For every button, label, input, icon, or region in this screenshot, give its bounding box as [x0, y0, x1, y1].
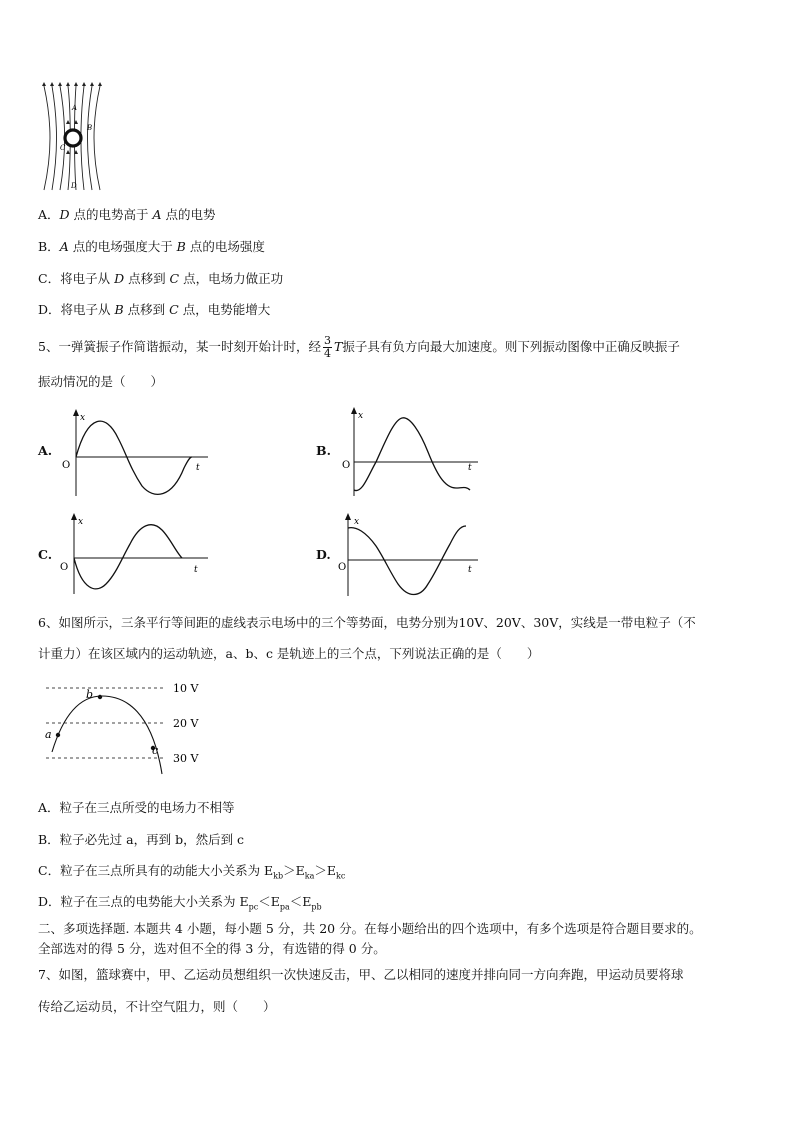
q5-graph-b[interactable]: [338, 406, 498, 498]
t-axis-label: t: [194, 565, 198, 575]
fraction: $\frac{3}{4}$: [323, 334, 331, 360]
t-axis-label: t: [468, 565, 472, 575]
t-axis-label: t: [468, 463, 472, 473]
q5-stem-line1: 5、一弹簧振子作简谐振动，某一时刻开始计时，经 $\frac{3}{4}$ T振子具有负方向最大加速度。则下列振动图像中正确反映振子: [38, 334, 680, 360]
q4-option-b[interactable]: B．A 点的电场强度大于 B 点的电场强度: [38, 239, 265, 254]
potential-10v-label: 10 V: [173, 682, 199, 695]
point-a-label: a: [45, 728, 52, 741]
q5-graph-d[interactable]: [336, 512, 496, 598]
electric-field-figure: [36, 82, 106, 194]
point-c-label: C: [60, 144, 66, 152]
point-d-label: D: [71, 182, 77, 190]
q6-option-a[interactable]: A．粒子在三点所受的电场力不相等: [38, 800, 235, 815]
q4-option-a[interactable]: A．D 点的电势高于 A 点的电势: [38, 207, 216, 222]
x-axis-label: x: [354, 517, 360, 527]
point-a-label: A: [72, 104, 78, 112]
point-b-label: B: [87, 124, 93, 132]
q4-option-d[interactable]: D．将电子从 B 点移到 C 点，电势能增大: [38, 302, 271, 317]
q5-option-d-label[interactable]: D.: [316, 547, 331, 562]
section2-heading-line1: 二、多项选择题. 本题共 4 小题，每小题 5 分，共 20 分。在每小题给出的四个选项中，有多个选项是符合题目要求的。: [38, 921, 702, 936]
q7-stem-line2: 传给乙运动员，不计空气阻力，则（ ）: [38, 999, 276, 1014]
q6-option-b[interactable]: B．粒子必先过 a，再到 b，然后到 c: [38, 832, 245, 847]
point-b-label: b: [86, 688, 94, 701]
origin-label: O: [338, 562, 347, 573]
x-axis-label: x: [80, 413, 86, 423]
origin-label: O: [342, 460, 351, 471]
q7-stem-line1: 7、如图，篮球赛中，甲、乙运动员想组织一次快速反击，甲、乙以相同的速度并排向同一方向奔跑，甲运动员要将球: [38, 967, 684, 982]
potential-20v-label: 20 V: [173, 717, 199, 730]
potential-30v-label: 30 V: [173, 752, 199, 765]
q5-graph-c[interactable]: [58, 512, 218, 596]
q6-option-c[interactable]: C．粒子在三点所具有的动能大小关系为 $E_{kb}>E_{ka}>E_{kc}$: [38, 863, 346, 881]
q5-option-c-label[interactable]: C.: [38, 547, 53, 562]
q5-option-b-label[interactable]: B.: [316, 443, 331, 458]
point-c-label: c: [152, 744, 159, 757]
x-axis-label: x: [78, 517, 84, 527]
q5-option-a-label[interactable]: A.: [38, 443, 53, 458]
origin-label: O: [60, 562, 69, 573]
q6-option-d[interactable]: D．粒子在三点的电势能大小关系为 $E_{pc}<E_{pa}<E_{pb}$: [38, 894, 322, 912]
q6-stem-line1: 6、如图所示，三条平行等间距的虚线表示电场中的三个等势面，电势分别为10V、20V、30V，实线是一带电粒子（不: [38, 615, 696, 630]
section2-heading-line2: 全部选对的得 5 分，选对但不全的得 3 分，有选错的得 0 分。: [38, 941, 386, 956]
t-axis-label: t: [196, 463, 200, 473]
equipotential-figure: [40, 678, 220, 778]
q5-stem-line2: 振动情况的是（ ）: [38, 374, 164, 389]
x-axis-label: x: [358, 411, 364, 421]
q5-graph-a[interactable]: [58, 408, 218, 498]
q6-stem-line2: 计重力）在该区域内的运动轨迹，a、b、c 是轨迹上的三个点，下列说法正确的是（ ）: [38, 646, 540, 661]
q4-option-c[interactable]: C．将电子从 D 点移到 C 点，电场力做正功: [38, 271, 284, 286]
origin-label: O: [62, 460, 71, 471]
